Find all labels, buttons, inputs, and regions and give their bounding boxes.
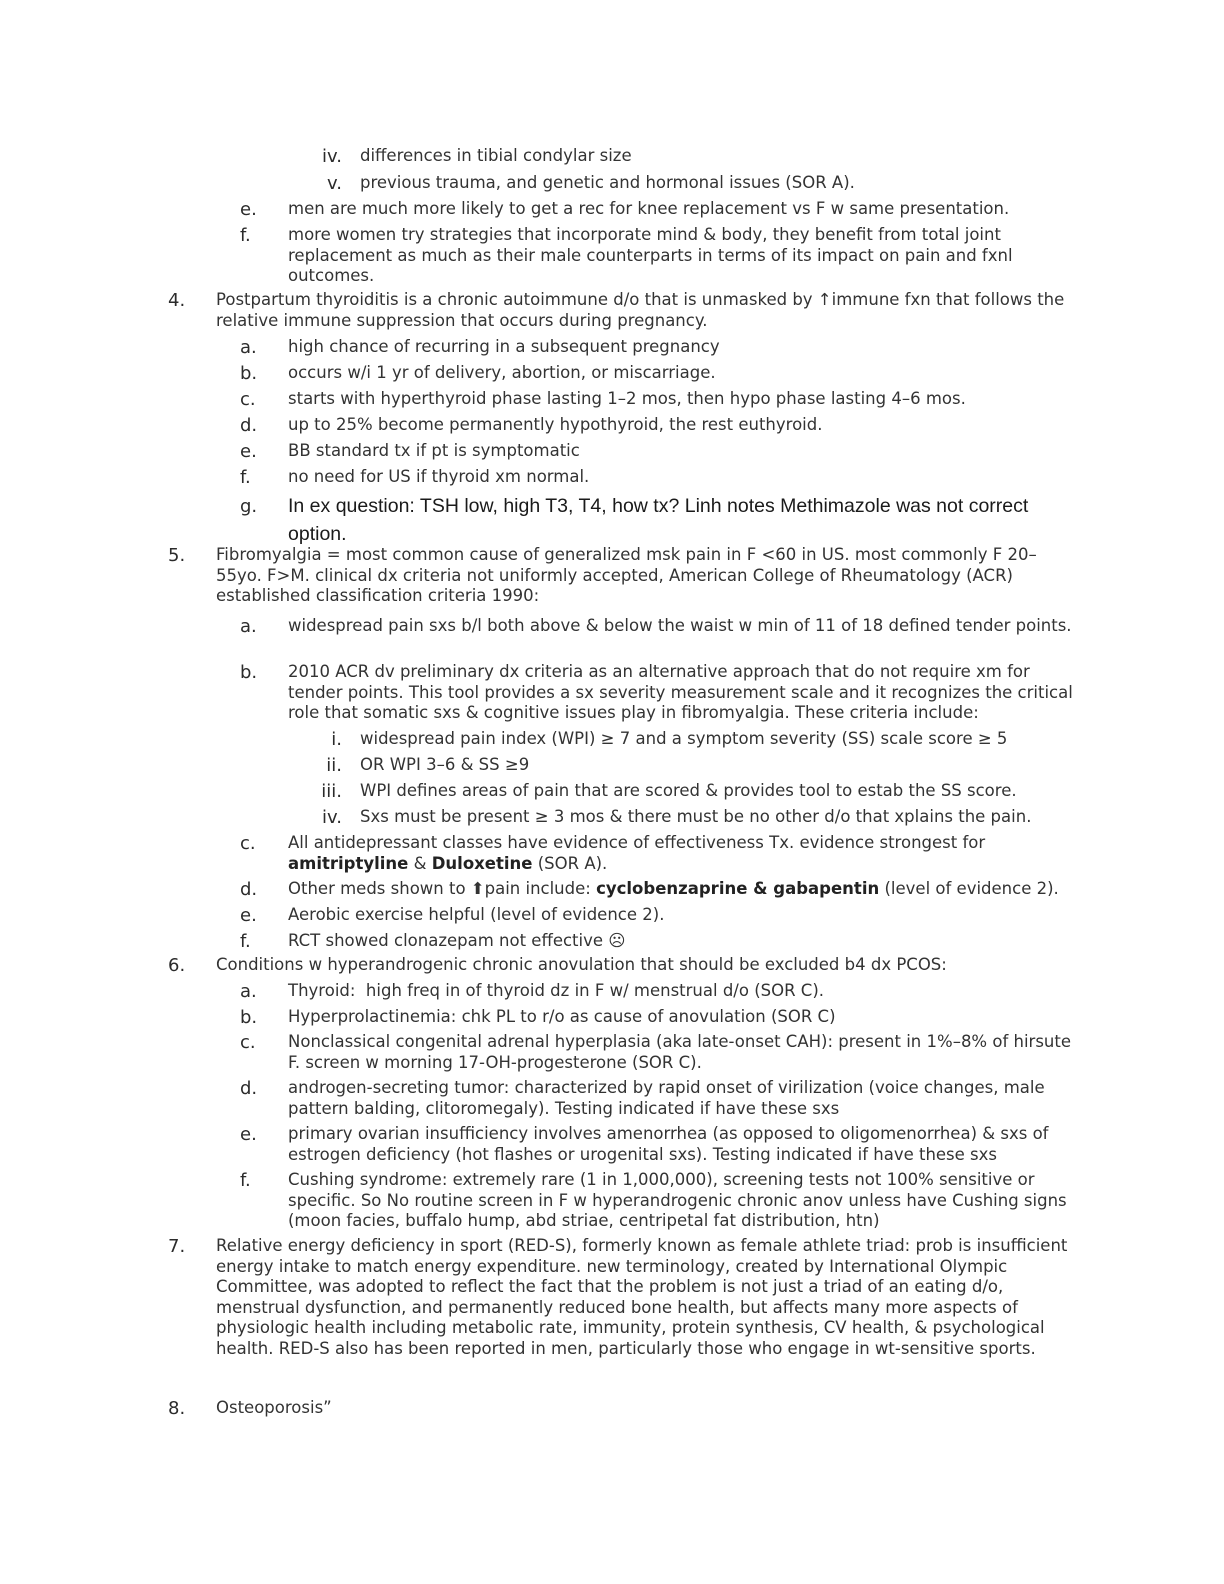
- list-marker: i.: [331, 729, 342, 750]
- list-item-text: Nonclassical congenital adrenal hyperplasia (aka late-onset CAH): present in 1%–8% of hirsute F. screen w morning 17-OH-progesterone (SOR C).: [288, 1032, 1077, 1072]
- list-item-text: Relative energy deficiency in sport (RED-S), formerly known as female athlete triad: prob is insufficient energy intake to match energy expenditure. new terminology, created by International Olympic Committee, was adopted to reflect the fact that the problem is not just a triad of an eating d/o, menstrual dysfunction, and permanently reduced bone health, but affects many more aspects of physiologic health including metabolic rate, immunity, protein synthesis, CV health, & psychological health. RED-S also has been reported in men, particularly those who engage in wt-sensitive sports.: [216, 1236, 1073, 1358]
- list-item-text: widespread pain index (WPI) ≥ 7 and a symptom severity (SS) scale score ≥ 5: [360, 729, 1008, 748]
- bold-drug-name: Duloxetine: [431, 853, 533, 873]
- list-item-text: 2010 ACR dv preliminary dx criteria as an alternative approach that do not require xm for tender points. This tool provides a sx severity measurement scale and it recognizes the critical role that somatic sxs & cognitive issues play in fibromyalgia. These criteria include:: [288, 662, 1079, 722]
- list-marker: a.: [240, 337, 257, 358]
- list-marker: f.: [240, 1170, 251, 1191]
- list-item-text: [288, 879, 1078, 900]
- list-marker: a.: [240, 981, 257, 1002]
- list-marker: c.: [240, 389, 256, 410]
- list-item-text: men are much more likely to get a rec for knee replacement vs F w same presentation.: [288, 199, 1010, 218]
- list-item-text: Cushing syndrome: extremely rare (1 in 1,000,000), screening tests not 100% sensitive or specific. So No routine screen in F w hyperandrogenic chronic anov unless have Cushing signs (moon facies, buffalo hump, abd striae, centripetal fat distribution, htn): [288, 1170, 1072, 1230]
- list-marker: c.: [240, 833, 256, 854]
- bold-drug-name: cyclobenzaprine & gabapentin: [596, 879, 880, 898]
- list-marker: c.: [240, 1032, 256, 1053]
- list-marker: v.: [327, 173, 342, 194]
- list-marker: iii.: [321, 781, 342, 802]
- list-item-text: up to 25% become permanently hypothyroid, the rest euthyroid.: [288, 415, 823, 434]
- list-marker: a.: [240, 616, 257, 637]
- list-item-text: OR WPI 3–6 & SS ≥9: [360, 755, 530, 774]
- list-marker: iv.: [322, 146, 342, 167]
- list-item-text: androgen-secreting tumor: characterized by rapid onset of virilization (voice changes, male pattern balding, clitoromegaly). Testing indicated if have these sxs: [288, 1078, 1050, 1118]
- list-marker: 6.: [168, 955, 186, 976]
- list-item-text: Conditions w hyperandrogenic chronic anovulation that should be excluded b4 dx PCOS:: [216, 955, 947, 974]
- list-item-text: high chance of recurring in a subsequent pregnancy: [288, 337, 720, 356]
- list-item-text: starts with hyperthyroid phase lasting 1–2 mos, then hypo phase lasting 4–6 mos.: [288, 389, 966, 408]
- list-item-text: Thyroid: high freq in of thyroid dz in F w/ menstrual d/o (SOR C).: [288, 981, 825, 1000]
- list-item-text: primary ovarian insufficiency involves amenorrhea (as opposed to oligomenorrhea) & sxs of estrogen deficiency (hot flashes or urogenital sxs). Testing indicated if have these sxs: [288, 1124, 1054, 1164]
- list-item-text: Osteoporosis”: [216, 1398, 332, 1417]
- list-marker: d.: [240, 1078, 258, 1099]
- list-marker: f.: [240, 225, 251, 246]
- list-marker: d.: [240, 879, 258, 900]
- list-marker: iv.: [322, 807, 342, 828]
- list-item-text: no need for US if thyroid xm normal.: [288, 467, 590, 486]
- list-item-text: Aerobic exercise helpful (level of evidence 2).: [288, 905, 665, 924]
- list-item-text: Postpartum thyroiditis is a chronic autoimmune d/o that is unmasked by ↑immune fxn that follows the relative immune suppression that occurs during pregnancy.: [216, 290, 1070, 330]
- list-item-text: WPI defines areas of pain that are scored & provides tool to estab the SS score.: [360, 781, 1017, 800]
- list-item-text: Hyperprolactinemia: chk PL to r/o as cause of anovulation (SOR C): [288, 1007, 836, 1026]
- list-item-text: occurs w/i 1 yr of delivery, abortion, or miscarriage.: [288, 363, 716, 382]
- list-item-text: Fibromyalgia = most common cause of generalized msk pain in F <60 in US. most commonly F 20–55yo. F>M. clinical dx criteria not uniformly accepted, American College of Rheumatology (ACR) established classification criteria 1990:: [216, 545, 1037, 605]
- text-run: (level of evidence 2).: [879, 879, 1059, 898]
- list-marker: f.: [240, 467, 251, 488]
- list-item-text: [288, 833, 1078, 874]
- list-item-text: previous trauma, and genetic and hormonal issues (SOR A).: [360, 173, 855, 192]
- list-item-text: In ex question: TSH low, high T3, T4, how tx? Linh notes Methimazole was not correct option.: [288, 495, 1034, 545]
- list-marker: 7.: [168, 1236, 186, 1257]
- text-run: (SOR A).: [532, 853, 608, 873]
- list-marker: 8.: [168, 1398, 186, 1419]
- list-marker: 5.: [168, 545, 186, 566]
- list-marker: g.: [240, 496, 258, 517]
- list-marker: b.: [240, 662, 258, 683]
- text-run: &: [408, 853, 432, 873]
- list-marker: ii.: [326, 755, 342, 776]
- list-marker: d.: [240, 415, 258, 436]
- list-marker: e.: [240, 905, 257, 926]
- list-marker: 4.: [168, 290, 186, 311]
- list-item-text: widespread pain sxs b/l both above & below the waist w min of 11 of 18 defined tender points.: [288, 616, 1072, 635]
- bold-drug-name: amitriptyline: [288, 853, 409, 873]
- list-marker: f.: [240, 931, 251, 952]
- list-marker: e.: [240, 1124, 257, 1145]
- list-item-text: Sxs must be present ≥ 3 mos & there must be no other d/o that xplains the pain.: [360, 807, 1032, 826]
- list-marker: b.: [240, 363, 258, 384]
- list-marker: e.: [240, 199, 257, 220]
- list-item-text: more women try strategies that incorporate mind & body, they benefit from total joint replacement as much as their male counterparts in terms of its impact on pain and fxnl outcomes.: [288, 225, 1018, 285]
- list-item-text: differences in tibial condylar size: [360, 146, 632, 165]
- list-marker: e.: [240, 441, 257, 462]
- list-item-text: RCT showed clonazepam not effective ☹: [288, 931, 626, 950]
- list-item-text: BB standard tx if pt is symptomatic: [288, 441, 580, 460]
- text-run: Other meds shown to ⬆pain include:: [288, 879, 597, 898]
- text-run: All antidepressant classes have evidence of effectiveness Tx. evidence strongest for: [288, 833, 991, 852]
- list-marker: b.: [240, 1007, 258, 1028]
